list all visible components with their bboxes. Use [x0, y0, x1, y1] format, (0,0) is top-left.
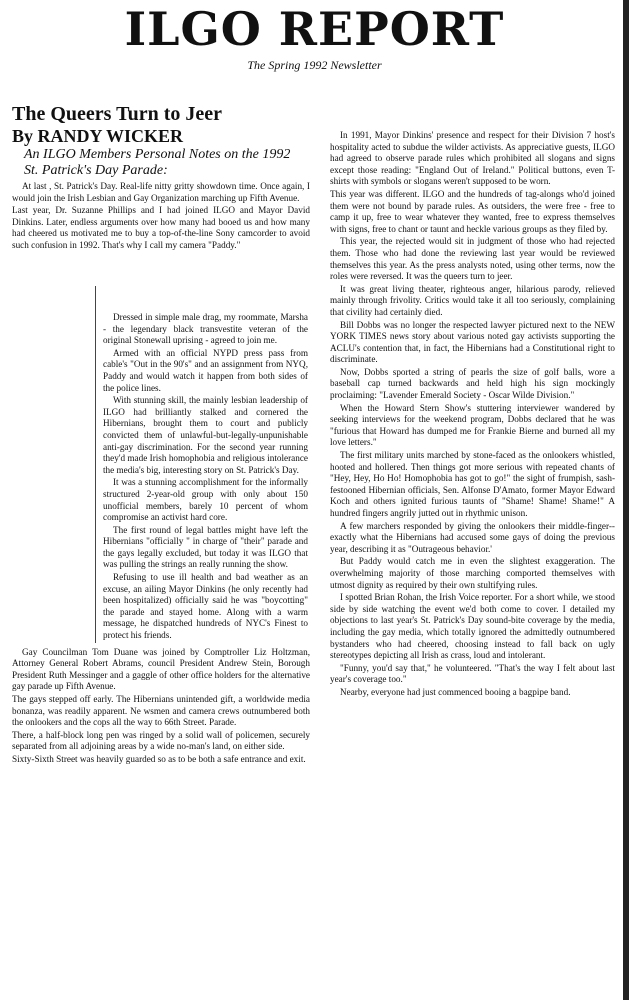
paragraph: Now, Dobbs sported a string of pearls the size of golf balls, wore a baseball cap turned backwards and held high his sign mockingly proclaiming: "Lavender Emerald Society - Oscar Wilde Division." — [330, 366, 615, 401]
paragraph: It was great living theater, righteous anger, hilarious parody, relieved mainly through frivolity. Critics would take it all too seriously, complaining that civility had certainly died. — [330, 283, 615, 317]
paragraph: In 1991, Mayor Dinkins' presence and respect for their Division 7 host's hospitality acted to subdue the wilder activists. As appreciative guests, ILGO had agreed to observe parade rules which prohibited all slogans and signs except those reading: "England Out of Ireland." Political buttons, even T-shirts with symbols or slogans weren't supposed to be worn. — [330, 130, 615, 187]
paragraph: The gays stepped off early. The Hibernians unintended gift, a worldwide media bonanza, was readily apparent. Ne wsmen and camera crews outnumbered both the onlookers and the cops all the way to 66th Street. Parade. — [12, 694, 310, 728]
paragraph: At last , St. Patrick's Day. Real-life nitty gritty showdown time. Once again, I would join the Irish Lesbian and Gay Organization marching up Fifth Avenue. — [12, 181, 310, 203]
newsletter-subtitle: The Spring 1992 Newsletter — [247, 58, 382, 72]
paragraph: But Paddy would catch me in even the slightest exaggeration. The overwhelming majority of those marching comported themselves with utmost dignity as required by their own stultifying rules. — [330, 556, 615, 590]
paragraph: It was a stunning accomplishment for the informally structured 2-year-old group with only about 150 unofficial members, barely 10 percent of whom compromise an activist hard core. — [103, 477, 308, 523]
paragraph: Nearby, everyone had just commenced booing a bagpipe band. — [340, 686, 571, 697]
paragraph: Dressed in simple male drag, my roommate, Marsha - the legendary black transvestite veteran of the original Stonewall uprising - agreed to join me. — [103, 312, 308, 346]
masthead: ILGO REPORT — [124, 2, 505, 56]
right-column — [330, 130, 615, 700]
paragraph: With stunning skill, the mainly lesbian leadership of ILGO had brilliantly stalked and cornered the Hibernians, brought them to court and publicly convicted them of unlawful-but-legally-unpunishable anti-gay discrimination. For the second year running they'd made Irish homophobia and religious intolerance the media's big, interesting story on St. Patrick's Day. — [103, 395, 308, 475]
page-edge — [623, 0, 629, 1000]
article-headline: The Queers Turn to Jeer — [12, 103, 222, 125]
paragraph: Gay Councilman Tom Duane was joined by Comptroller Liz Holtzman, Attorney General Robert Abrams, council President Andrew Stein, Borough President Ruth Messinger and a gaggle of other office holders for the alternative gay parade up Fifth Avenue. — [12, 646, 310, 692]
paragraph: Armed with an official NYPD press pass from cable's "Out in the 90's" and an assignment from NYQ, Paddy and would watch it happen from both sides of the police lines. — [103, 347, 308, 393]
paragraph: This year was different. ILGO and the hundreds of tag-alongs who'd joined them were not bound by parade rules. As outsiders, the were free - free to camp it up, free to wear whatever they wanted, free to express themselves with signs, free to chant or taunt and heckle various groups as they filed by. — [330, 188, 615, 234]
left-column-narrow — [103, 312, 308, 643]
inset-rule — [95, 286, 96, 643]
paragraph: The first round of legal battles might have left the Hibernians "officially " in charge of "their" parade and the gays legally excluded, but today it was ILGO that was pulling the strings an really running the show. — [103, 524, 308, 570]
paragraph: Last year, Dr. Suzanne Phillips and I had joined ILGO and Mayor David Dinkins. Later, endless arguments over how many had booed us and how many had cheered us motivated me to buy a top-of-the-line Sony camcorder to avoid such confusion in 1992. That's why I call my camera "Paddy." — [12, 205, 310, 250]
paragraph: There, a half-block long pen was ringed by a solid wall of policemen, securely separated from all adjoining areas by a wide no-man's land, on either side. — [12, 729, 310, 752]
left-column-bottom — [12, 647, 310, 767]
paragraph: Refusing to use ill health and bad weather as an excuse, an ailing Mayor Dinkins (he only recently had been hospitalized) officially said he was "boycotting" the parade and stayed home. Along with a warm message, he dispatched hundreds of NYC's Finest to protect his friends. — [103, 572, 308, 641]
paragraph: Sixty-Sixth Street was heavily guarded so as to be both a safe entrance and exit. — [12, 753, 306, 764]
paragraph: When the Howard Stern Show's stuttering interviewer wandered by seeking interviews for the weekend program, Dobbs declared that he was "furious that Howard has dumped me for Frankie Bierne and burned all my love letters." — [330, 402, 615, 448]
paragraph: A few marchers responded by giving the onlookers their middle-finger--exactly what the Hibernians had accused some gays of doing the previous year, describing it as "Outrageous behavior.' — [330, 520, 615, 554]
article-deck: An ILGO Members Personal Notes on the 1992 St. Patrick's Day Parade: — [24, 147, 291, 178]
left-column-top — [12, 181, 310, 253]
article-byline: By RANDY WICKER — [12, 126, 184, 146]
paragraph: The first military units marched by stone-faced as the onlookers whistled, hooted and hollered. Then things got more serious with repeated chants of "Hey, Hey, Ho Ho! Homophobia has got to go!" the sight of frumpish, sash-festooned Hibernian officials, Sen. Alfonse D'Amato, former Mayor Edward Koch and others ignited furious taunts of "Shame! Shame! Shame!" A hundred fingers angrily jutted out in rhythmic unison. — [330, 450, 615, 518]
paragraph: "Funny, you'd say that," he volunteered. "That's the way I felt about last year's coverage too." — [330, 662, 615, 685]
paragraph: Bill Dobbs was no longer the respected lawyer pictured next to the NEW YORK TIMES news story about various noted gay activists supporting the ACLU's contention that, in fact, the Hibernians had a Constitutional right to discriminate. — [330, 319, 615, 365]
paragraph: This year, the rejected would sit in judgment of those who had rejected them. Those who had done the reviewing last year would be reviewed themselves this year. As the press analysts noted, using other terms, now the roles were reversed. It was the queers turn to jeer. — [330, 236, 615, 282]
paragraph: I spotted Brian Rohan, the Irish Voice reporter. For a short while, we stood side by side watching the event we'd both come to cover. I detailed my objections to last year's St. Patrick's Day sound-bite coverage by the media, including the gay media, which totally ignored the admittedly outnumbered bystanders who had cheered, choosing instead to fall back on ugly stereotypes depicting all Irish as crass, loud and intolerant. — [330, 592, 615, 661]
